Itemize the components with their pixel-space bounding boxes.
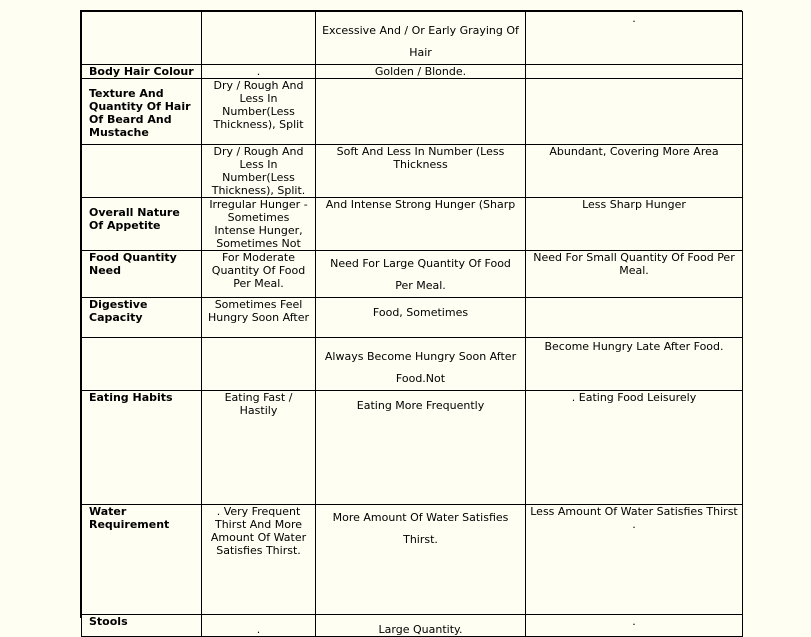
row-label: Eating Habits bbox=[82, 391, 202, 505]
pitta-cell: Need For Large Quantity Of Food Per Meal. bbox=[316, 251, 526, 298]
table-row bbox=[82, 338, 743, 391]
pitta-cell: Golden / Blonde. bbox=[316, 65, 526, 79]
kapha-cell: Less Amount Of Water Satisfies Thirst . bbox=[526, 505, 743, 615]
document-table-container bbox=[80, 10, 742, 636]
row-label: Food Quantity Need bbox=[82, 251, 202, 298]
kapha-cell: Need For Small Quantity Of Food Per Meal. bbox=[526, 251, 743, 298]
row-label: Body Hair Colour bbox=[82, 65, 202, 79]
pitta-cell: And Intense Strong Hunger (Sharp bbox=[316, 198, 526, 251]
kapha-cell: . bbox=[526, 615, 743, 637]
vata-cell: Dry / Rough And Less In Number(Less Thickness), Split bbox=[202, 79, 316, 145]
kapha-cell: Abundant, Covering More Area bbox=[526, 145, 743, 198]
pitta-cell: Eating More Frequently bbox=[316, 391, 526, 505]
vata-cell bbox=[202, 338, 316, 391]
pitta-cell: Always Become Hungry Soon After Food.Not bbox=[316, 338, 526, 391]
kapha-cell: Less Sharp Hunger bbox=[526, 198, 743, 251]
row-label: Overall Nature Of Appetite bbox=[82, 198, 202, 251]
pitta-cell: More Amount Of Water Satisfies Thirst. bbox=[316, 505, 526, 615]
vata-cell bbox=[202, 12, 316, 65]
table-row bbox=[82, 391, 743, 505]
table-row bbox=[82, 145, 743, 198]
row-label bbox=[82, 145, 202, 198]
vata-cell: Dry / Rough And Less In Number(Less Thickness), Split. bbox=[202, 145, 316, 198]
kapha-cell: . Eating Food Leisurely bbox=[526, 391, 743, 505]
pitta-cell: Soft And Less In Number (Less Thickness bbox=[316, 145, 526, 198]
vata-cell: Irregular Hunger - Sometimes Intense Hunger, Sometimes Not bbox=[202, 198, 316, 251]
pitta-cell: Excessive And / Or Early Graying Of Hair bbox=[316, 12, 526, 65]
page-bottom-rule bbox=[80, 614, 676, 615]
row-label bbox=[82, 338, 202, 391]
kapha-cell bbox=[526, 79, 743, 145]
kapha-cell bbox=[526, 65, 743, 79]
vata-cell: For Moderate Quantity Of Food Per Meal. bbox=[202, 251, 316, 298]
table-row bbox=[82, 198, 743, 251]
row-label: Stools bbox=[82, 615, 202, 637]
table-row bbox=[82, 12, 743, 65]
table-row bbox=[82, 79, 743, 145]
vata-cell: . Very Frequent Thirst And More Amount Of Water Satisfies Thirst. bbox=[202, 505, 316, 615]
pitta-cell: Large Quantity. bbox=[316, 615, 526, 637]
row-label bbox=[82, 12, 202, 65]
row-label: Water Requirement bbox=[82, 505, 202, 615]
table-row bbox=[82, 298, 743, 338]
table-row bbox=[82, 615, 743, 637]
table-row bbox=[82, 65, 743, 79]
row-label: Texture And Quantity Of Hair Of Beard And Mustache bbox=[82, 79, 202, 145]
kapha-cell: Become Hungry Late After Food. bbox=[526, 338, 743, 391]
vata-cell: . bbox=[202, 65, 316, 79]
table-row bbox=[82, 251, 743, 298]
vata-cell: . bbox=[202, 615, 316, 637]
prakriti-assessment-table bbox=[81, 11, 743, 637]
vata-cell: Eating Fast / Hastily bbox=[202, 391, 316, 505]
row-label: Digestive Capacity bbox=[82, 298, 202, 338]
pitta-cell bbox=[316, 79, 526, 145]
pitta-cell: Food, Sometimes bbox=[316, 298, 526, 338]
table-row bbox=[82, 505, 743, 615]
kapha-cell: . bbox=[526, 12, 743, 65]
vata-cell: Sometimes Feel Hungry Soon After bbox=[202, 298, 316, 338]
kapha-cell bbox=[526, 298, 743, 338]
